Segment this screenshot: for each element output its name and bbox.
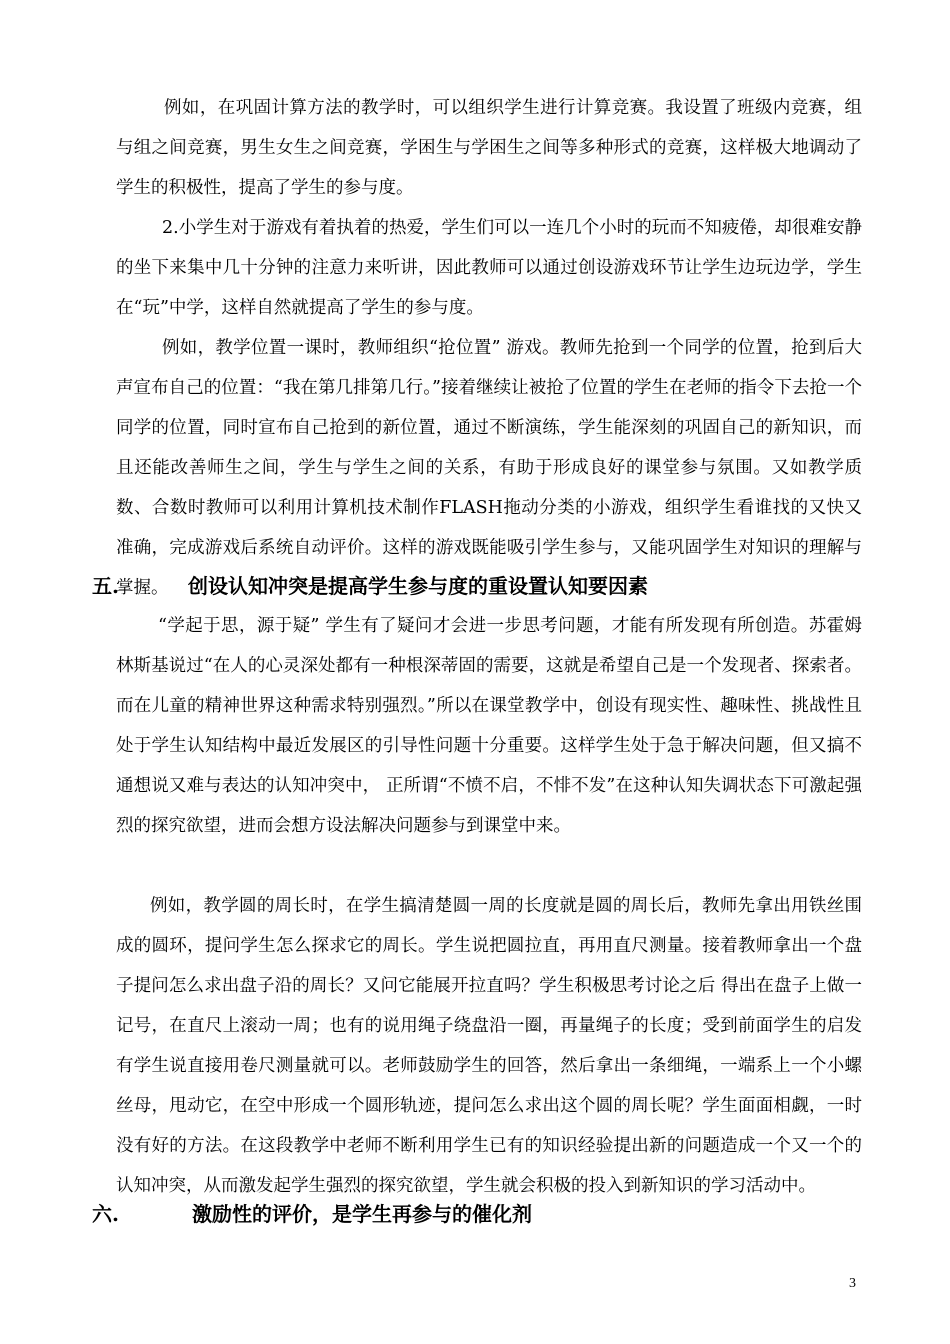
page-number: 3 — [849, 1276, 856, 1291]
section-number: 五. — [92, 574, 119, 598]
section-title: 激励性的评价，是学生再参与的催化剂 — [192, 1202, 532, 1226]
section-heading-five — [92, 566, 872, 606]
section-title: 创设认知冲突是提高学生参与度的重设置认知要因素 — [188, 574, 648, 598]
paragraph-competition-example: 例如，在巩固计算方法的教学时，可以组织学生进行计算竞赛。我设置了班级内竞赛，组与组之间竞赛，男生女生之间竞赛，学困生与学困生之间等多种形式的竞赛，这样极大地调动了学生的积极性，提高了学生的参与度。 — [116, 98, 862, 198]
section-number: 六. — [92, 1202, 119, 1226]
paragraph-position-game-example: 例如，教学位置一课时，教师组织“抢位置” 游戏。教师先抢到一个同学的位置，抢到后大声宣布自己的位置：“我在第几排第几行。”接着继续让被抢了位置的学生在老师的指令下去抢一个同学的位置，同时宣布自己抢到的新位置，通过不断演练，学生能深刻的巩固自己的新知识，而且还能改善师生之间，学生与学生之间的关系，有助于形成良好的课堂参与氛围。又如教学质数、合数时教师可以利用计算机技术制作FLASH拖动分类的小游戏，组织学生看谁找的又快又准确，完成游戏后系统自动评价。这样的游戏既能吸引学生参与，又能巩固学生对知识的理解与掌握。 — [116, 338, 862, 598]
section-heading-six — [92, 1194, 872, 1234]
paragraph-games-point: 2.小学生对于游戏有着执着的热爱，学生们可以一连几个小时的玩而不知疲倦，却很难安静的坐下来集中几十分钟的注意力来听讲，因此教师可以通过创设游戏环节让学生边玩边学，学生在“玩”中学，这样自然就提高了学生的参与度。 — [116, 218, 862, 318]
paragraph-circle-perimeter-example: 例如，教学圆的周长时，在学生搞清楚圆一周的长度就是圆的周长后，教师先拿出用铁丝围成的圆环，提问学生怎么探求它的周长。学生说把圆拉直，再用直尺测量。接着教师拿出一个盘子提问怎么求出盘子沿的周长？又问它能展开拉直吗？学生积极思考讨论之后 得出在盘子上做一记号，在直尺上滚动一周；也有的说用绳子绕盘沿一圈，再量绳子的长度；受到前面学生的启发有学生说直接用卷尺测量就可以。老师鼓励学生的回答，然后拿出一条细绳，一端系上一个小螺丝母，甩动它，在空中形成一个圆形轨迹，提问怎么求出这个圆的周长呢？学生面面相觑，一时没有好的方法。在这段教学中老师不断利用学生已有的知识经验提出新的问题造成一个又一个的认知冲突，从而激发起学生强烈的探究欲望，学生就会积极的投入到新知识的学习活动中。 — [116, 896, 862, 1196]
paragraph-cognitive-conflict: “学起于思，源于疑” 学生有了疑问才会进一步思考问题，才能有所发现有所创造。苏霍姆林斯基说过“在人的心灵深处都有一种根深蒂固的需要，这就是希望自己是一个发现者、探索者。而在儿童的精神世界这种需求特别强烈。”所以在课堂教学中，创设有现实性、趣味性、挑战性且处于学生认知结构中最近发展区的引导性问题十分重要。这样学生处于急于解决问题，但又搞不通想说又难与表达的认知冲突中， 正所谓“不愤不启，不悱不发”在这种认知失调状态下可激起强烈的探究欲望，进而会想方设法解决问题参与到课堂中来。 — [116, 616, 862, 836]
